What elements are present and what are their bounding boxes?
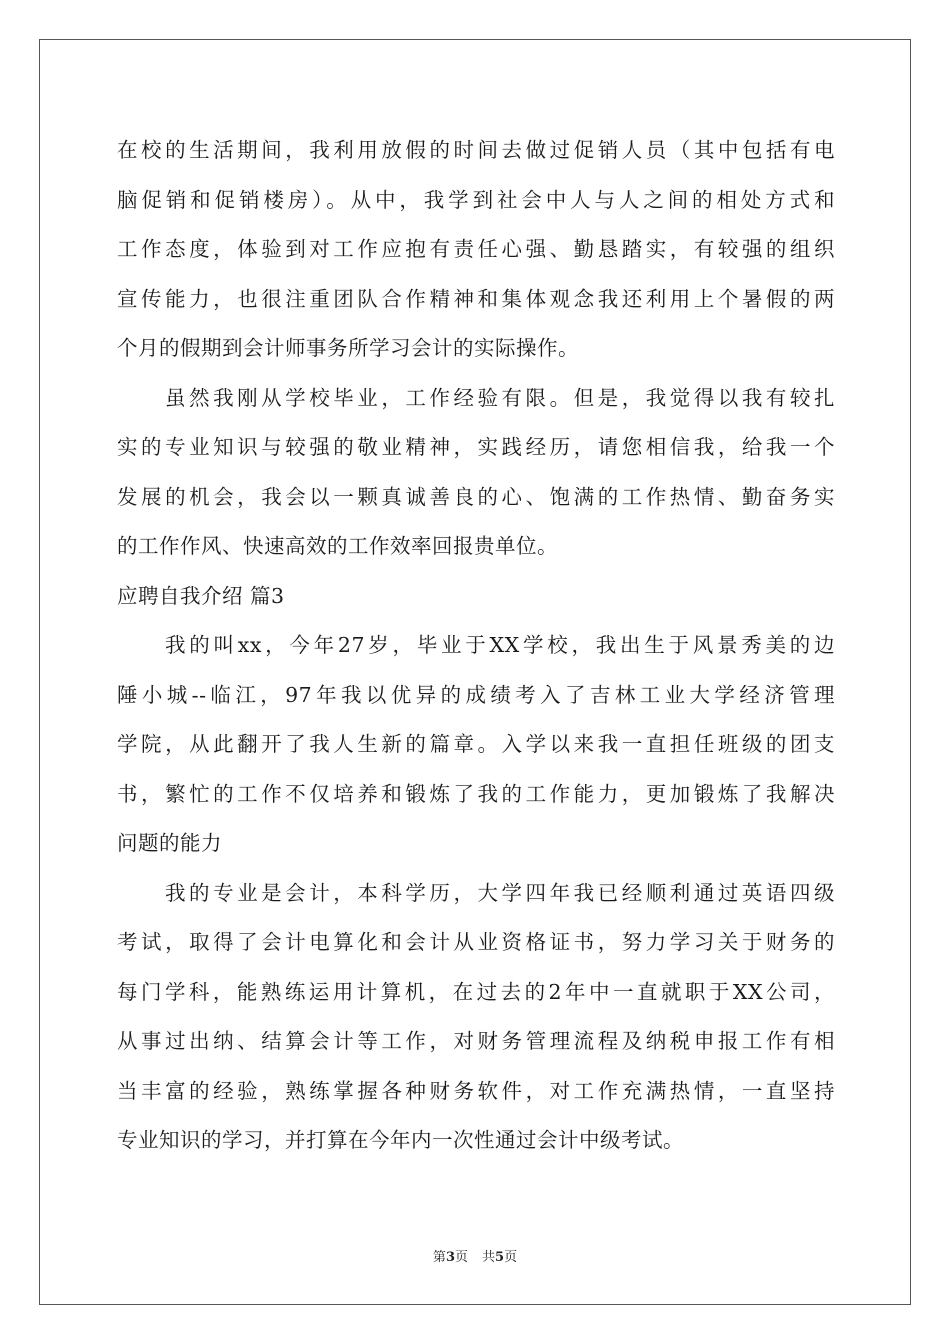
text-line: 书，繁忙的工作不仅培养和锻炼了我的工作能力，更加锻炼了我解决: [117, 781, 835, 806]
text-line: 每门学科，能熟练运用计算机，在过去的2年中一直就职于XX公司，: [117, 979, 835, 1004]
text-line: 考试，取得了会计电算化和会计从业资格证书，努力学习关于财务的: [117, 930, 835, 954]
text-line: 我的专业是会计，本科学历，大学四年我已经顺利通过英语四级: [165, 880, 835, 905]
text-line: 实的专业知识与较强的敬业精神，实践经历，请您相信我，给我一个: [117, 435, 835, 459]
section-heading: 应聘自我介绍 篇3: [117, 583, 285, 608]
text-line: 发展的机会，我会以一颗真诚善良的心、饱满的工作热情、勤奋务实: [117, 484, 835, 509]
text-line: 虽然我刚从学校毕业，工作经验有限。但是，我觉得以我有较扎: [165, 385, 835, 410]
text-line: 在校的生活期间，我利用放假的时间去做过促销人员（其中包括有电: [117, 138, 835, 162]
document-body: [117, 126, 835, 1166]
page-suffix: 页: [454, 1250, 468, 1265]
text-line: 的工作作风、快速高效的工作效率回报贵单位。: [117, 534, 558, 558]
page-total: 5: [495, 1250, 505, 1265]
text-line: 宣传能力，也很注重团队合作精神和集体观念我还利用上个暑假的两: [117, 286, 835, 311]
text-line: 我的叫xx，今年27岁，毕业于XX学校，我出生于风景秀美的边: [165, 633, 835, 657]
text-line: 工作态度，体验到对工作应抱有责任心强、勤恳踏实，有较强的组织: [117, 237, 835, 261]
page-prefix: 第: [432, 1250, 446, 1265]
total-suffix: 页: [504, 1250, 518, 1265]
text-line: 陲小城--临江，97年我以优异的成绩考入了吉林工业大学经济管理: [117, 682, 835, 707]
page-current: 3: [445, 1250, 455, 1265]
text-line: 学院，从此翻开了我人生新的篇章。入学以来我一直担任班级的团支: [117, 732, 835, 756]
text-line: 个月的假期到会计师事务所学习会计的实际操作。: [117, 336, 579, 360]
text-line: 专业知识的学习，并打算在今年内一次性通过会计中级考试。: [117, 1128, 684, 1152]
text-line: 当丰富的经验，熟练掌握各种财务软件，对工作充满热情，一直坚持: [117, 1078, 835, 1103]
page-footer: [0, 1246, 950, 1265]
text-line: 脑促销和促销楼房）。从中，我学到社会中人与人之间的相处方式和: [117, 187, 835, 212]
text-line: 从事过出纳、结算会计等工作，对财务管理流程及纳税申报工作有相: [117, 1029, 835, 1053]
total-prefix: 共: [482, 1250, 496, 1265]
text-line: 问题的能力: [117, 831, 222, 855]
